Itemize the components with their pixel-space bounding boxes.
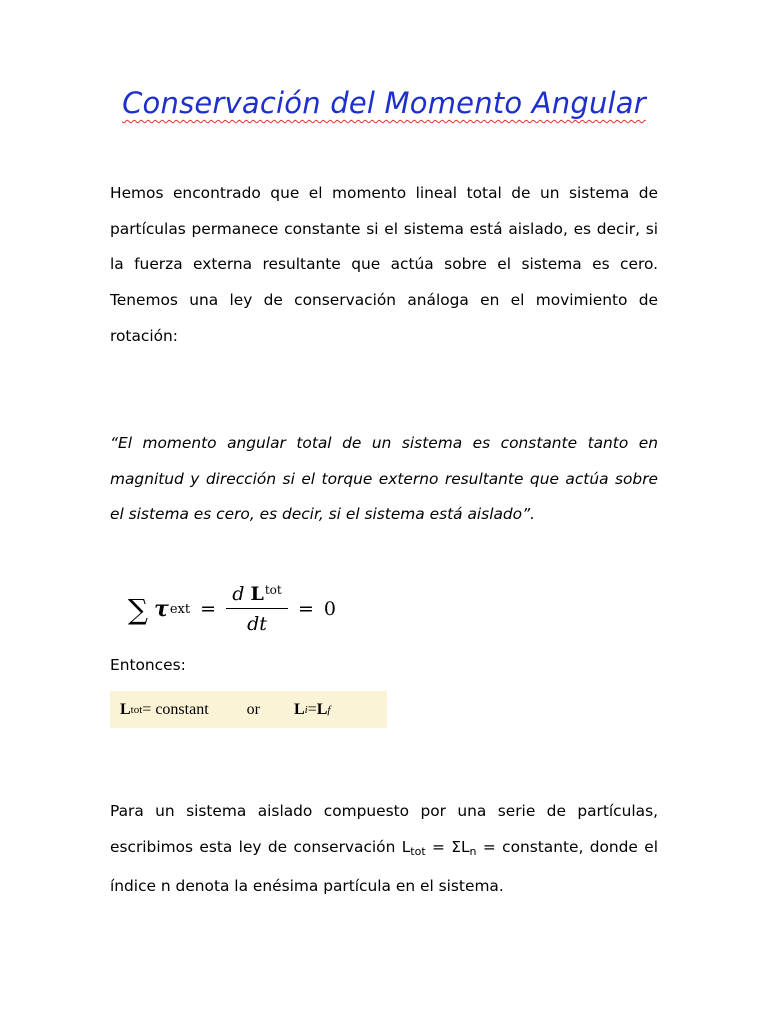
sigma-symbol: ∑ [128, 592, 148, 626]
torque-equation [128, 580, 336, 638]
derivative-fraction [226, 583, 288, 635]
tau-symbol: τ [154, 596, 169, 622]
closing-text-2: = ΣL [425, 837, 470, 856]
L-f-subscript: f [327, 703, 331, 716]
equals-sign-2: = [297, 598, 314, 620]
equals-sign-3: = [307, 700, 317, 718]
tau-subscript: ext [169, 601, 191, 617]
L-i-subscript: i [304, 703, 308, 716]
closing-sub-tot: tot [410, 844, 426, 858]
document-title: Conservación del Momento Angular [122, 86, 646, 120]
closing-sub-n: n [469, 844, 477, 858]
fraction-numerator [228, 583, 285, 608]
or-word: or [246, 700, 260, 718]
quote-paragraph: “El momento angular total de un sistema es constante tanto en magnitud y dirección si el torque externo resultante que actúa sobre el sistema es cero, es decir, si el sistema está aislado”. [110, 434, 658, 524]
L-tot: L [120, 700, 131, 718]
numerator-L: L [250, 583, 264, 605]
conservation-equation-box [110, 691, 387, 728]
equals-constant: = constant [142, 700, 209, 718]
equals-sign: = [200, 598, 216, 620]
closing-text-3: = constante, donde el índice n denota la enésima partícula en el sistema. [110, 837, 658, 896]
closing-paragraph [110, 794, 658, 905]
entonces-label: Entonces: [110, 656, 186, 674]
L-f: L [316, 700, 328, 718]
numerator-subscript: tot [264, 583, 282, 597]
fraction-denominator: dt [247, 613, 267, 635]
zero-value: 0 [323, 598, 336, 620]
intro-paragraph: Hemos encontrado que el momento lineal total de un sistema de partículas permanece constante si el sistema está aislado, es decir, si la fuerza externa resultante que actúa sobre el sistema es cero. Tenemos una ley de conservación análoga en el movimiento de rotación: [110, 184, 658, 345]
numerator-d: d [232, 583, 245, 605]
L-i: L [293, 700, 305, 718]
closing-text-1: Para un sistema aislado compuesto por una serie de partículas, escribimos esta ley de conservación L [110, 802, 658, 856]
L-tot-subscript: tot [130, 703, 143, 716]
